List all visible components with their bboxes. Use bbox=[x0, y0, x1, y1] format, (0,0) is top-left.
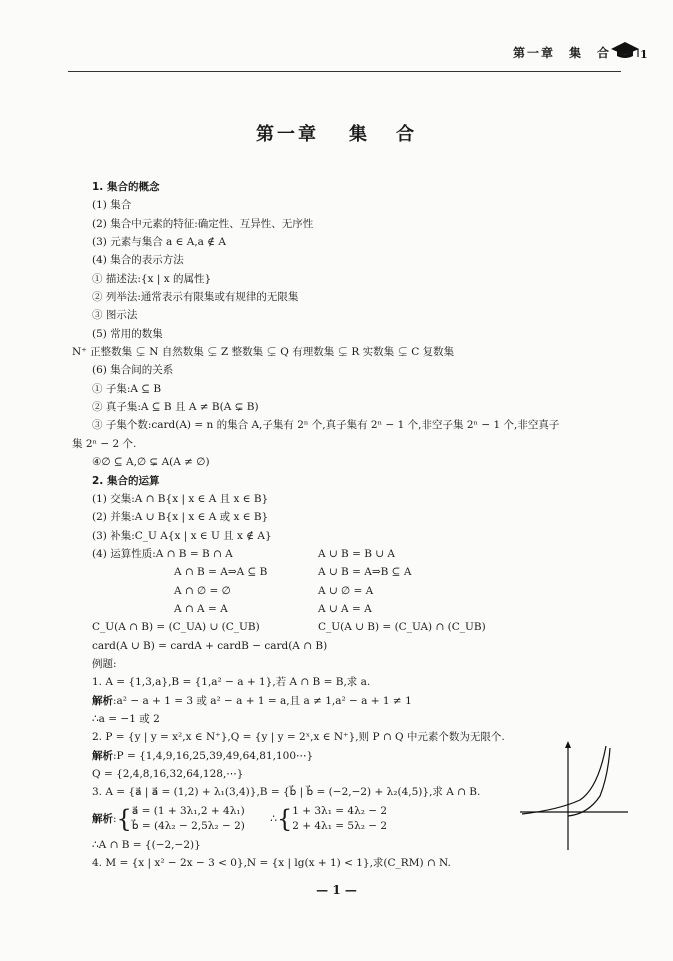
text-line: ③ 图示法 bbox=[92, 309, 138, 322]
text-line: (3) 元素与集合 a ∈ A,a ∉ A bbox=[92, 236, 226, 249]
examples-heading: 例题: bbox=[92, 657, 117, 670]
example-3: 3. A = {a⃗ | a⃗ = (1,2) + λ₁(3,4)},B = {b⃗ | b⃗ = (−2,−2) + λ₂(4,5)},求 A ∩ B. bbox=[92, 786, 481, 799]
text-line: ③ 子集个数:card(A) = n 的集合 A,子集有 2ⁿ 个,真子集有 2ⁿ − 1 个,非空子集 2ⁿ − 1 个,非空真子 bbox=[92, 419, 560, 432]
example-3-solution: 解析:{a⃗ = (1 + 3λ₁,2 + 4λ₁) b⃗ = (4λ₂ − 2,5λ₂ − 2) ∴{1 + 3λ₁ = 4λ₂ − 2 2 + 4λ₁ = 5λ₂ − 2 bbox=[92, 804, 388, 833]
header-rule bbox=[68, 71, 621, 72]
text-line: N⁺ 正整数集 ⊊ N 自然数集 ⊊ Z 整数集 ⊊ Q 有理数集 ⊊ R 实数集 ⊊ C 复数集 bbox=[72, 346, 455, 359]
page-number: — 1 — bbox=[316, 883, 357, 897]
equation-system-right: 1 + 3λ₁ = 4λ₂ − 2 2 + 4λ₁ = 5λ₂ − 2 bbox=[292, 804, 388, 832]
property-row: A ∩ B = A⇒A ⊆ B A ∪ B = A⇒B ⊆ A bbox=[174, 566, 412, 579]
equation-system-left: a⃗ = (1 + 3λ₁,2 + 4λ₁) b⃗ = (4λ₂ − 2,5λ₂ − 2) bbox=[131, 804, 245, 832]
text-line: (4) 集合的表示方法 bbox=[92, 254, 184, 267]
section-heading: 2. 集合的运算 bbox=[92, 474, 160, 487]
text-line: (6) 集合间的关系 bbox=[92, 364, 174, 377]
section-heading: 1. 集合的概念 bbox=[92, 181, 160, 193]
text-line: ④∅ ⊆ A,∅ ⊊ A(A ≠ ∅) bbox=[92, 456, 210, 469]
text-line: (2) 并集:A ∪ B{x | x ∈ A 或 x ∈ B} bbox=[92, 511, 269, 524]
property-row: (4) 运算性质:A ∩ B = B ∩ A A ∪ B = B ∪ A bbox=[92, 547, 396, 560]
text-line: ② 真子集:A ⊆ B 且 A ≠ B(A ⊊ B) bbox=[92, 401, 259, 414]
text-line: (1) 交集:A ∩ B{x | x ∈ A 且 x ∈ B} bbox=[92, 492, 269, 505]
property-row: A ∩ A = A A ∪ A = A bbox=[174, 602, 372, 615]
graduation-cap-icon bbox=[609, 38, 648, 61]
text-line: ① 子集:A ⊆ B bbox=[92, 382, 162, 395]
text-line: ② 列举法:通常表示有限集或有规律的无限集 bbox=[92, 291, 299, 304]
text-line: (1) 集合 bbox=[92, 199, 132, 212]
example-2: 2. P = {y | y = x²,x ∈ N⁺},Q = {y | y = 2ˣ,x ∈ N⁺},则 P ∩ Q 中元素个数为无限个. bbox=[92, 731, 505, 744]
y-axis-arrow bbox=[565, 741, 571, 748]
chapter-title: 第一章 集 合 bbox=[256, 124, 417, 145]
text-line: 集 2ⁿ − 2 个. bbox=[72, 437, 137, 450]
text-line: (5) 常用的数集 bbox=[92, 327, 163, 340]
example-1-solution: 解析:a² − a + 1 = 3 或 a² − a + 1 = a,且 a ≠ 1,a² − a + 1 ≠ 1 bbox=[92, 694, 412, 707]
example-3-answer: ∴A ∩ B = {(−2,−2)} bbox=[92, 838, 201, 851]
example-1-answer: ∴a = −1 或 2 bbox=[92, 712, 160, 725]
example-2-q: Q = {2,4,8,16,32,64,128,⋯} bbox=[92, 768, 244, 780]
text-line: (2) 集合中元素的特征:确定性、互异性、无序性 bbox=[92, 217, 314, 230]
example-4: 4. M = {x | x² − 2x − 3 < 0},N = {x | lg(x + 1) < 1},求(C_RM) ∩ N. bbox=[92, 857, 451, 870]
page-corner-number: 1 bbox=[640, 48, 648, 61]
card-formula: card(A ∪ B) = cardA + cardB − card(A ∩ B) bbox=[92, 639, 328, 652]
property-row: A ∩ ∅ = ∅ A ∪ ∅ = A bbox=[174, 584, 374, 597]
example-2-solution: 解析:P = {1,4,9,16,25,39,49,64,81,100⋯} bbox=[92, 749, 314, 762]
curves-figure bbox=[518, 740, 630, 852]
text-line: ① 描述法:{x | x 的属性} bbox=[92, 272, 212, 285]
example-1: 1. A = {1,3,a},B = {1,a² − a + 1},若 A ∩ B = B,求 a. bbox=[92, 676, 371, 689]
demorgan-row: C_U(A ∩ B) = (C_UA) ∪ (C_UB) C_U(A ∪ B) = (C_UA) ∩ (C_UB) bbox=[92, 621, 486, 634]
text-line: (3) 补集:C_U A{x | x ∈ U 且 x ∉ A} bbox=[92, 529, 272, 542]
running-title: 第一章 集 合 bbox=[512, 46, 611, 60]
